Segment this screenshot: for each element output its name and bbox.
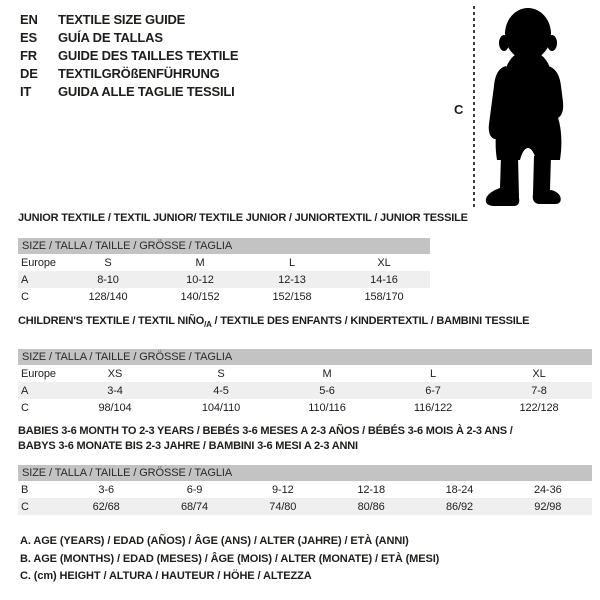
age-cell: 5-6 — [274, 382, 380, 399]
junior-section-title: JUNIOR TEXTILE / TEXTIL JUNIOR/ TEXTILE JUNIOR / JUNIORTEXTIL / JUNIOR TESSILE — [18, 212, 468, 224]
table-row — [18, 399, 592, 416]
language-title: TEXTILGRÖßENFÜHRUNG — [58, 66, 220, 81]
age-cell: 8-10 — [62, 271, 154, 288]
age-cell: 24-36 — [534, 483, 562, 496]
row-label: Europe — [21, 256, 56, 269]
height-cell: 122/128 — [519, 401, 559, 414]
legend-note-c: C. (cm) HEIGHT / ALTURA / HAUTEUR / HÖHE / ALTEZZA — [20, 570, 312, 582]
language-title-list — [20, 11, 238, 101]
row-label: C — [21, 290, 29, 303]
size-cell: L — [429, 367, 437, 380]
size-header-row — [18, 349, 592, 365]
age-cell: 12-18 — [357, 483, 385, 496]
table-row — [18, 288, 430, 305]
height-cell: 104/110 — [201, 401, 241, 414]
height-cell: 92/98 — [504, 498, 592, 515]
size-cell: M — [322, 367, 332, 380]
size-header-label: SIZE / TALLA / TAILLE / GRÖSSE / TAGLIA — [18, 465, 592, 481]
language-row-it — [20, 83, 238, 101]
row-label: Europe — [21, 367, 56, 380]
children-title-sub: /A — [204, 320, 212, 330]
legend-note-a: A. AGE (YEARS) / EDAD (AÑOS) / ÂGE (ANS) / ALTER (JAHRE) / ETÀ (ANNI) — [20, 535, 409, 547]
language-code: FR — [20, 48, 37, 63]
language-row-de — [20, 65, 238, 83]
babies-title-line1: BABIES 3-6 MONTH TO 2-3 YEARS / BEBÉS 3-6 MESES A 2-3 AÑOS / BÉBÉS 3-6 MOIS À 2-3 ANS / — [18, 425, 513, 437]
height-cell: 116/122 — [413, 401, 453, 414]
language-row-es — [20, 29, 238, 47]
babies-section-title — [18, 424, 592, 454]
children-title-main: CHILDREN'S TEXTILE / TEXTIL NIÑO — [18, 315, 205, 327]
age-cell: 18-24 — [445, 483, 474, 496]
table-row — [18, 382, 592, 399]
language-title: GUÍA DE TALLAS — [58, 30, 163, 45]
size-cell: XL — [532, 367, 546, 380]
size-cell: S — [104, 256, 112, 269]
language-code: EN — [20, 12, 38, 27]
row-label: B — [21, 483, 29, 496]
language-title: GUIDA ALLE TAGLIE TESSILI — [58, 84, 235, 99]
age-cell: 9-12 — [272, 483, 294, 496]
table-row — [18, 254, 430, 271]
language-code: DE — [20, 66, 38, 81]
height-cell: 68/74 — [150, 498, 238, 515]
legend-note-b: B. AGE (MONTHS) / EDAD (MESES) / ÂGE (MOIS) / ALTER (MONATE) / ETÀ (MESI) — [20, 552, 440, 565]
children-size-table — [18, 349, 592, 416]
section-junior-textile — [18, 211, 468, 305]
size-header-row — [18, 238, 430, 254]
age-cell: 10-12 — [154, 271, 246, 288]
height-c-label: C — [454, 102, 464, 117]
height-cell: 140/152 — [180, 290, 220, 303]
table-row — [18, 365, 592, 382]
row-label: C — [18, 498, 62, 515]
section-babies-textile — [18, 424, 592, 515]
language-code: IT — [20, 84, 32, 99]
height-cell: 62/68 — [62, 498, 150, 515]
language-title: TEXTILE SIZE GUIDE — [58, 12, 186, 27]
size-cell: M — [195, 256, 205, 269]
toddler-silhouette-icon — [482, 6, 574, 208]
height-cell: 110/116 — [308, 401, 346, 414]
babies-title-line2: BABYS 3-6 MONATE BIS 2-3 JAHRE / BAMBINI 3-6 MESI A 2-3 ANNI — [18, 440, 358, 452]
age-cell: 3-4 — [62, 382, 168, 399]
size-header-row — [18, 465, 592, 481]
age-cell: 12-13 — [246, 271, 338, 288]
language-row-fr — [20, 47, 238, 65]
table-row — [18, 498, 592, 515]
row-label: A — [18, 382, 62, 399]
height-measure-line — [473, 6, 475, 208]
table-row — [18, 271, 430, 288]
height-cell: 80/86 — [327, 498, 415, 515]
height-cell: 128/140 — [88, 290, 128, 303]
size-cell: XL — [377, 256, 391, 269]
row-label: C — [21, 401, 29, 414]
language-code: ES — [20, 30, 37, 45]
height-cell: 86/92 — [415, 498, 503, 515]
height-cell: 98/104 — [98, 401, 132, 414]
junior-size-table — [18, 238, 430, 305]
age-cell: 3-6 — [98, 483, 114, 496]
size-cell: S — [217, 367, 225, 380]
age-cell: 4-5 — [168, 382, 274, 399]
children-section-title — [18, 314, 592, 332]
height-figure — [450, 6, 598, 208]
table-row — [18, 481, 592, 498]
legend-notes — [20, 533, 439, 586]
age-cell: 7-8 — [486, 382, 592, 399]
language-title: GUIDE DES TAILLES TEXTILE — [58, 48, 239, 63]
height-cell: 158/170 — [364, 290, 404, 303]
size-header-label: SIZE / TALLA / TAILLE / GRÖSSE / TAGLIA — [18, 349, 592, 365]
age-cell: 6-9 — [186, 483, 203, 496]
row-label: A — [18, 271, 62, 288]
size-cell: L — [288, 256, 296, 269]
age-cell: 14-16 — [338, 271, 430, 288]
height-cell: 152/158 — [272, 290, 312, 303]
language-row-en — [20, 11, 238, 29]
height-cell: 74/80 — [239, 498, 327, 515]
babies-size-table — [18, 465, 592, 515]
size-header-label: SIZE / TALLA / TAILLE / GRÖSSE / TAGLIA — [18, 238, 430, 254]
size-cell: XS — [107, 367, 123, 380]
section-childrens-textile — [18, 314, 592, 416]
children-title-rest: / TEXTILE DES ENFANTS / KINDERTEXTIL / BAMBINI TESSILE — [211, 315, 530, 327]
age-cell: 6-7 — [380, 382, 486, 399]
